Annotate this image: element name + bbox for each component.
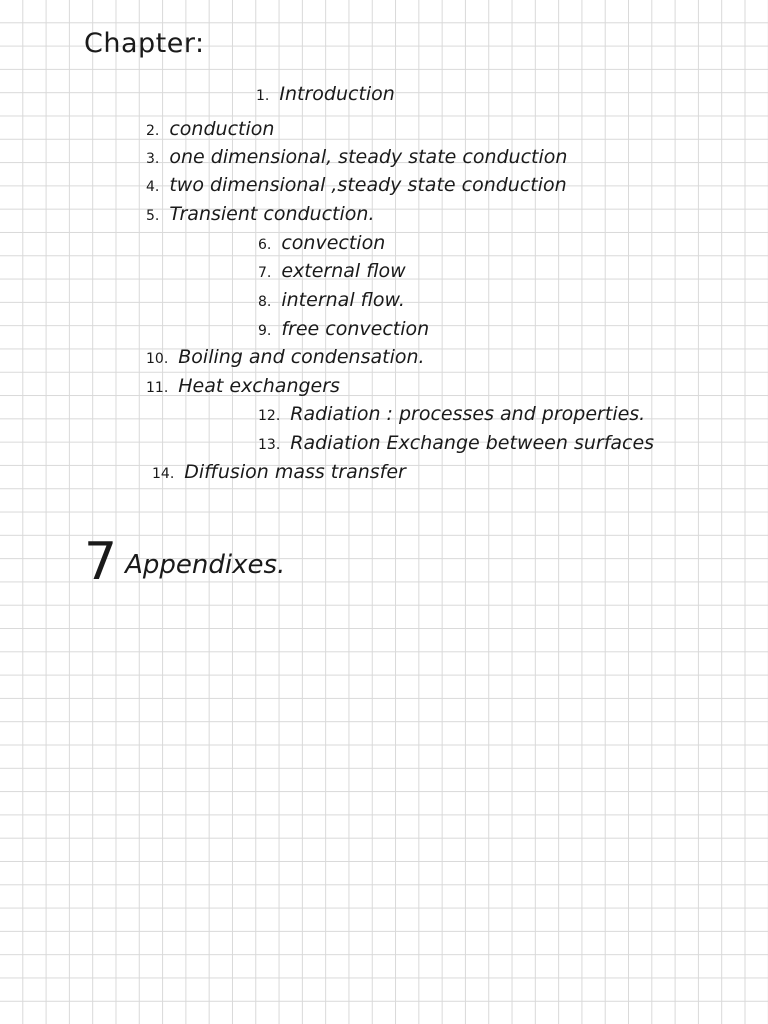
chapter-title: Radiation Exchange between surfaces — [290, 432, 655, 454]
chapter-item — [258, 434, 654, 453]
chapter-number: 2. — [146, 123, 160, 139]
chapter-title: Radiation : processes and properties. — [290, 403, 646, 425]
chapter-title: Diffusion mass transfer — [184, 461, 406, 483]
chapter-title: two dimensional ,steady state conduction — [169, 174, 567, 196]
chapter-item — [152, 463, 406, 482]
chapter-title: internal flow. — [281, 289, 405, 311]
chapter-item — [258, 234, 385, 253]
chapter-title: Introduction — [279, 83, 395, 105]
chapter-item — [258, 405, 645, 424]
chapter-number: 8. — [258, 294, 272, 310]
chapter-item — [258, 291, 405, 310]
chapter-number: 4. — [146, 179, 160, 195]
chapter-title: conduction — [169, 118, 275, 140]
chapter-item — [146, 176, 567, 195]
appendix-entry — [84, 532, 286, 592]
chapter-item — [146, 348, 425, 367]
appendix-label: Appendixes. — [125, 550, 286, 580]
chapter-number: 13. — [258, 437, 281, 453]
chapter-item — [146, 205, 374, 224]
chapter-item — [146, 148, 567, 167]
chapter-number: 9. — [258, 323, 272, 339]
chapter-title: convection — [281, 232, 386, 254]
chapter-title: Heat exchangers — [178, 375, 340, 397]
chapter-number: 11. — [146, 380, 169, 396]
appendix-number: 7 — [84, 532, 118, 592]
chapter-number: 10. — [146, 351, 169, 367]
chapter-title: Boiling and condensation. — [178, 346, 425, 368]
chapter-number: 7. — [258, 265, 272, 281]
chapter-number: 14. — [152, 466, 175, 482]
chapter-number: 3. — [146, 151, 160, 167]
chapter-number: 6. — [258, 237, 272, 253]
chapter-number: 5. — [146, 208, 160, 224]
page-heading: Chapter: — [84, 28, 205, 59]
chapter-item — [146, 377, 340, 396]
chapter-title: Transient conduction. — [169, 203, 375, 225]
chapter-item — [258, 320, 429, 339]
chapter-item — [146, 120, 274, 139]
chapter-title: one dimensional, steady state conduction — [169, 146, 568, 168]
chapter-number: 12. — [258, 408, 281, 424]
chapter-title: external flow — [281, 260, 406, 282]
chapter-item — [258, 262, 406, 281]
chapter-number: 1. — [256, 88, 270, 104]
chapter-title: free convection — [281, 318, 430, 340]
chapter-item — [256, 85, 395, 104]
